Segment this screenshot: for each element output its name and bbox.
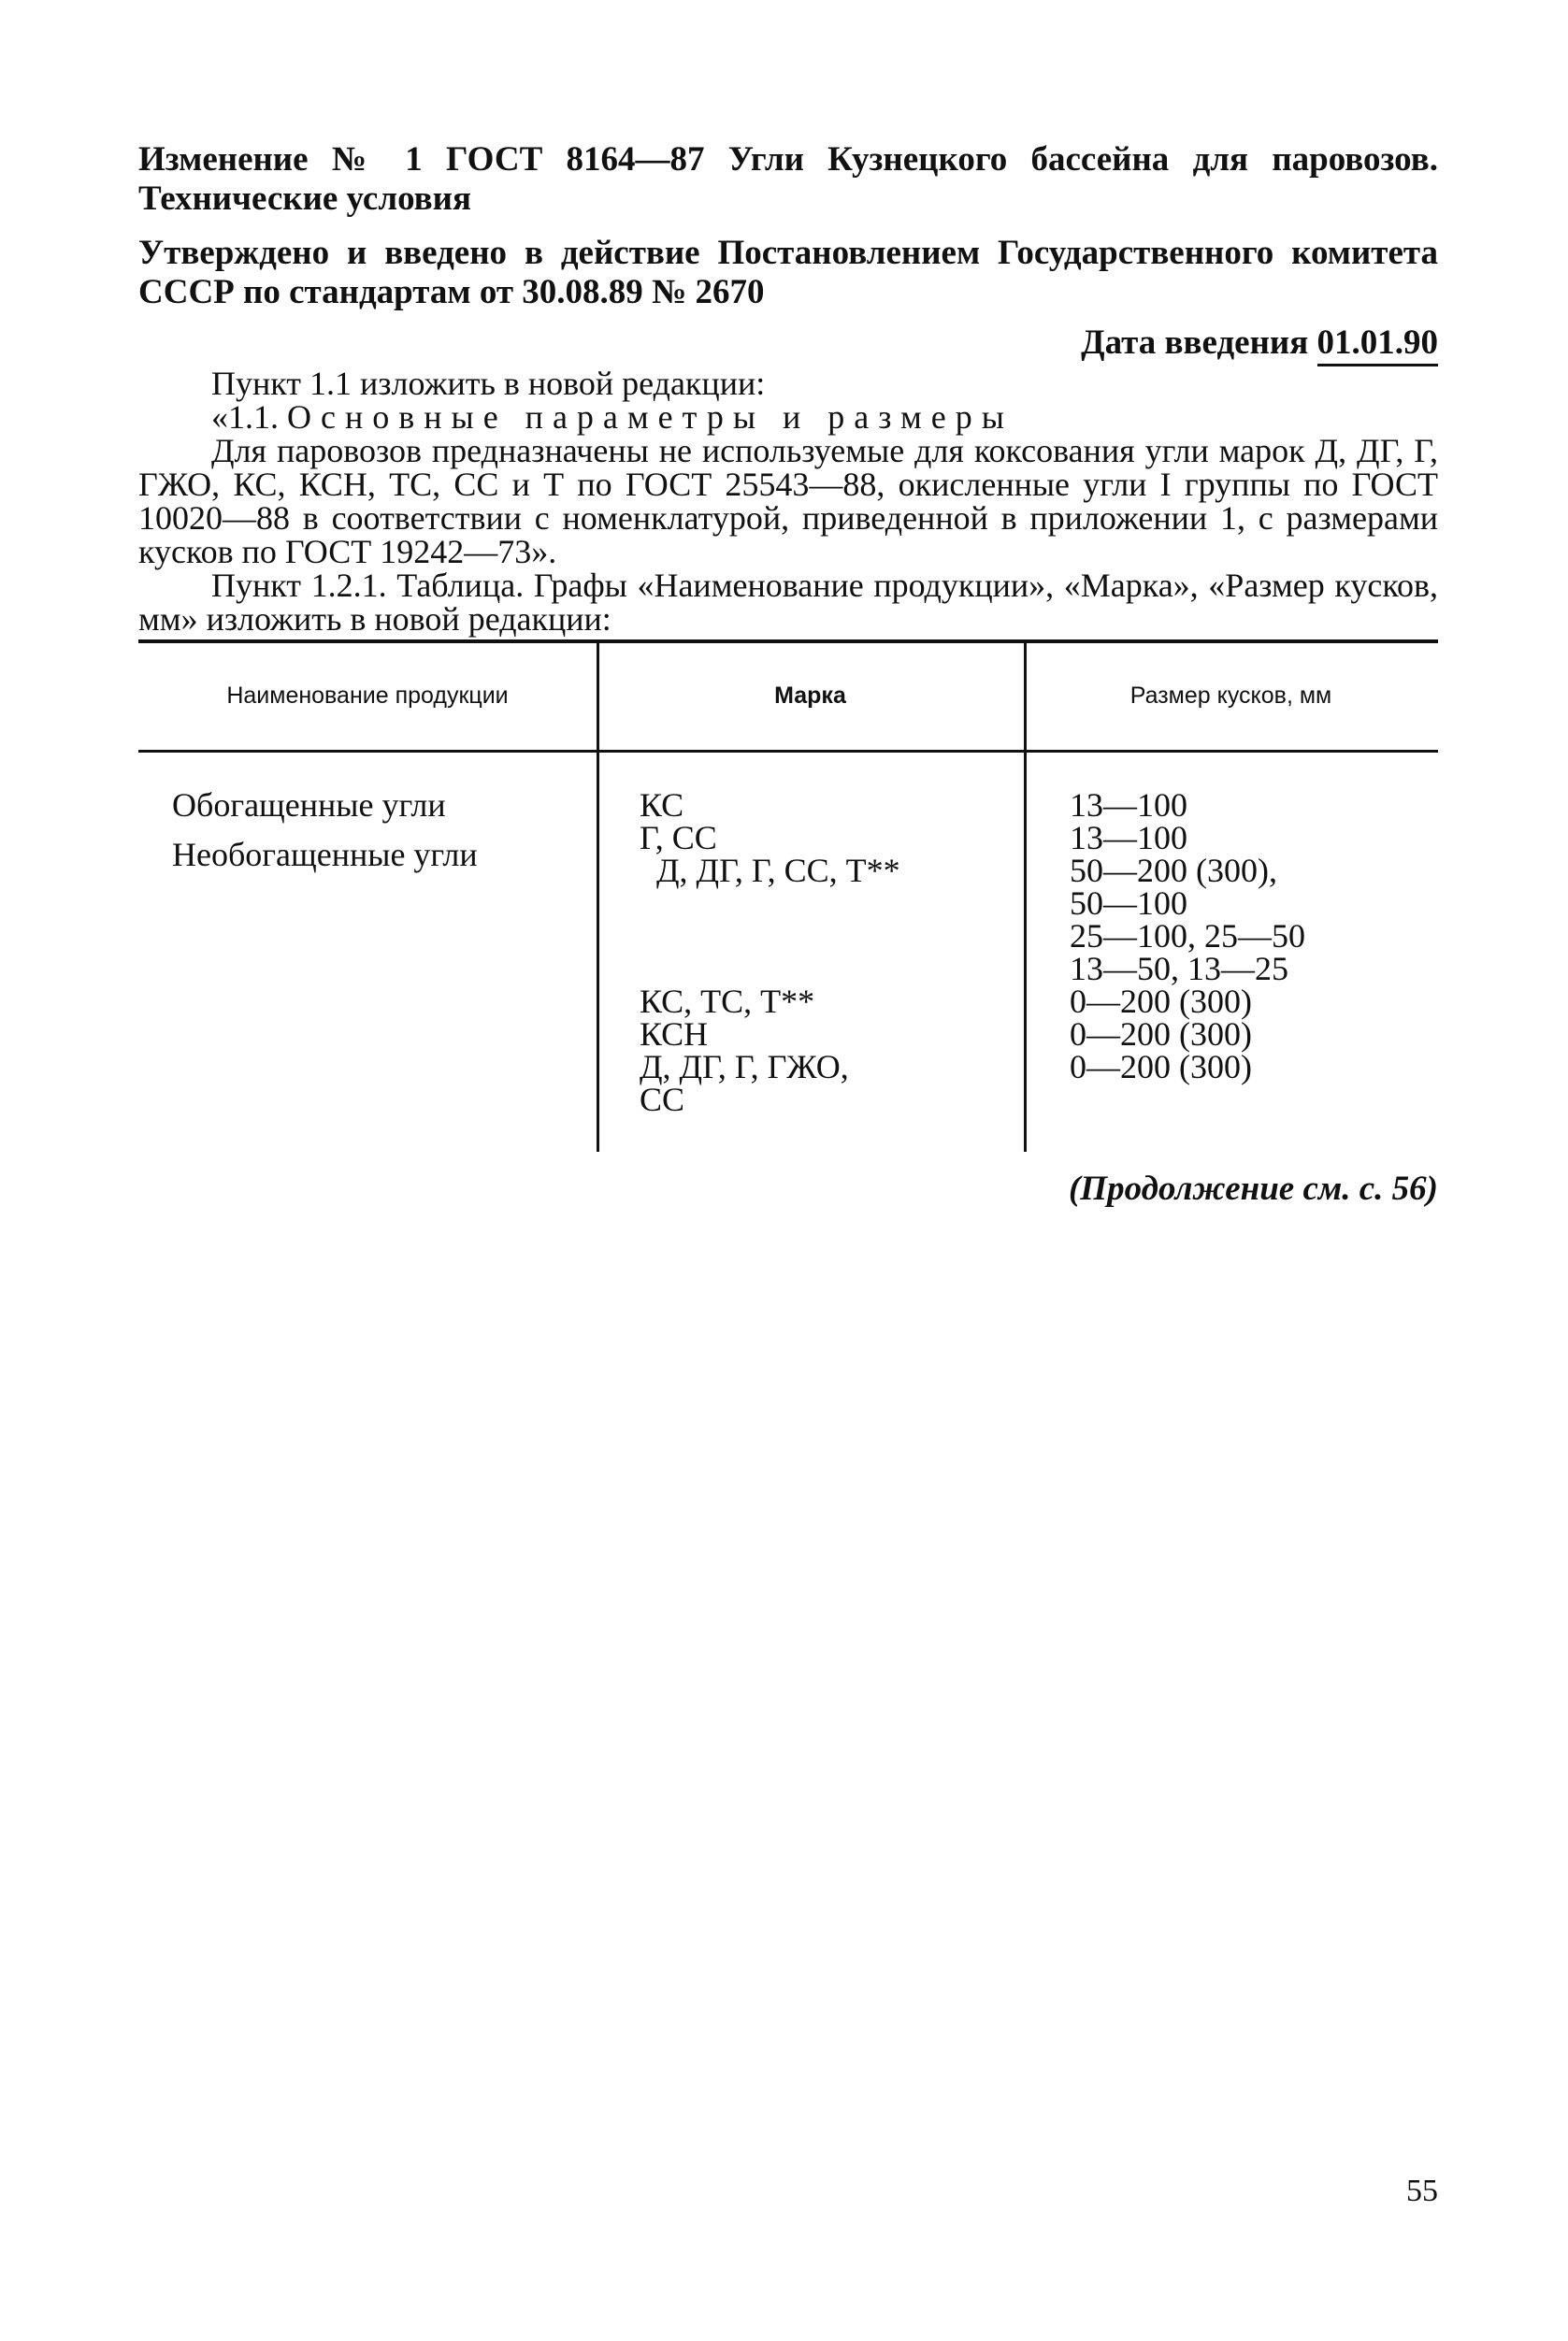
- heading-block: [138, 140, 1438, 363]
- table-header-rule: [138, 750, 1438, 753]
- page-number: 55: [1406, 2174, 1438, 2208]
- product-name-column: [172, 786, 583, 888]
- effective-date-line: [138, 323, 1438, 363]
- table-top-rule: [138, 639, 1438, 643]
- continuation-note: (Продолжение см. с. 56): [1068, 1170, 1438, 1208]
- grade-spacer: [640, 953, 1014, 985]
- paragraph-coal-grades: Для паровозов предназначены не используемые для коксования угли марок Д, ДГ, Г, ГЖО, КС, КСН, ТС, СС и Т по ГОСТ 25543—88, окисленные угли I группы по ГОСТ 10020—88 в соответствии с номенклатурой, приведенной в приложении 1, с размерами кусков по ГОСТ 19242—73».: [138, 432, 1438, 570]
- piece-size-cell: 13—100: [1070, 819, 1187, 856]
- paragraph-table-instruction: Пункт 1.2.1. Таблица. Графы «Наименование продукции», «Марка», «Размер кусков, мм» изложить в новой редакции:: [138, 567, 1438, 638]
- table-column-divider: [1024, 639, 1027, 1152]
- piece-size-cell: 13—100: [1070, 786, 1187, 824]
- section-heading-spaced: Основные параметры и размеры: [287, 398, 1014, 436]
- piece-size-cell: 0—200 (300): [1070, 983, 1252, 1020]
- piece-size-cell: 13—50, 13—25: [1070, 950, 1288, 987]
- piece-size-cell: 50—100: [1070, 884, 1187, 922]
- section-number: «1.1.: [211, 398, 279, 436]
- product-name-cell: Необогащенные угли: [172, 836, 478, 873]
- product-name-cell: Обогащенные угли: [172, 786, 446, 824]
- piece-size-column: [1070, 786, 1434, 1085]
- piece-size-cell: 50—200 (300),: [1070, 852, 1277, 889]
- effective-date-label: Дата введения: [1081, 323, 1309, 362]
- grade-cell: КСН: [640, 1015, 709, 1053]
- grade-spacer: [640, 920, 1014, 953]
- paragraph-section-heading: [138, 400, 1438, 434]
- piece-size-cell: 25—100, 25—50: [1070, 917, 1305, 955]
- grade-cell: КС, ТС, Т**: [640, 983, 815, 1020]
- paragraph-clause-1-1: Пункт 1.1 изложить в новой редакции:: [211, 365, 766, 402]
- grade-cell: СС: [640, 1081, 685, 1118]
- body-text: [138, 366, 1438, 636]
- header-piece-size: Размер кусков, мм: [1129, 682, 1332, 709]
- grade-cell: Г, СС: [640, 819, 717, 856]
- piece-size-cell: 0—200 (300): [1070, 1015, 1252, 1053]
- grade-spacer: [640, 887, 1014, 920]
- piece-size-cell: 0—200 (300): [1070, 1048, 1252, 1085]
- grade-column: [640, 786, 1014, 1118]
- grade-cell: Д, ДГ, Г, СС, Т**: [656, 852, 900, 889]
- grade-cell: КС: [640, 786, 684, 824]
- grade-cell: Д, ДГ, Г, ГЖО,: [640, 1048, 849, 1085]
- table-column-divider: [597, 639, 599, 1152]
- approval-statement: Утверждено и введено в действие Постановлением Государственного комитета СССР по стандартам от 30.08.89 № 2670: [138, 234, 1438, 311]
- header-grade: Марка: [774, 682, 846, 709]
- header-product-name: Наименование продукции: [226, 682, 509, 709]
- product-table: [138, 639, 1438, 1152]
- effective-date-value: 01.01.90: [1317, 323, 1439, 366]
- amendment-title: Изменение № 1 ГОСТ 8164—87 Угли Кузнецкого бассейна для паровозов. Технические условия: [138, 140, 1438, 218]
